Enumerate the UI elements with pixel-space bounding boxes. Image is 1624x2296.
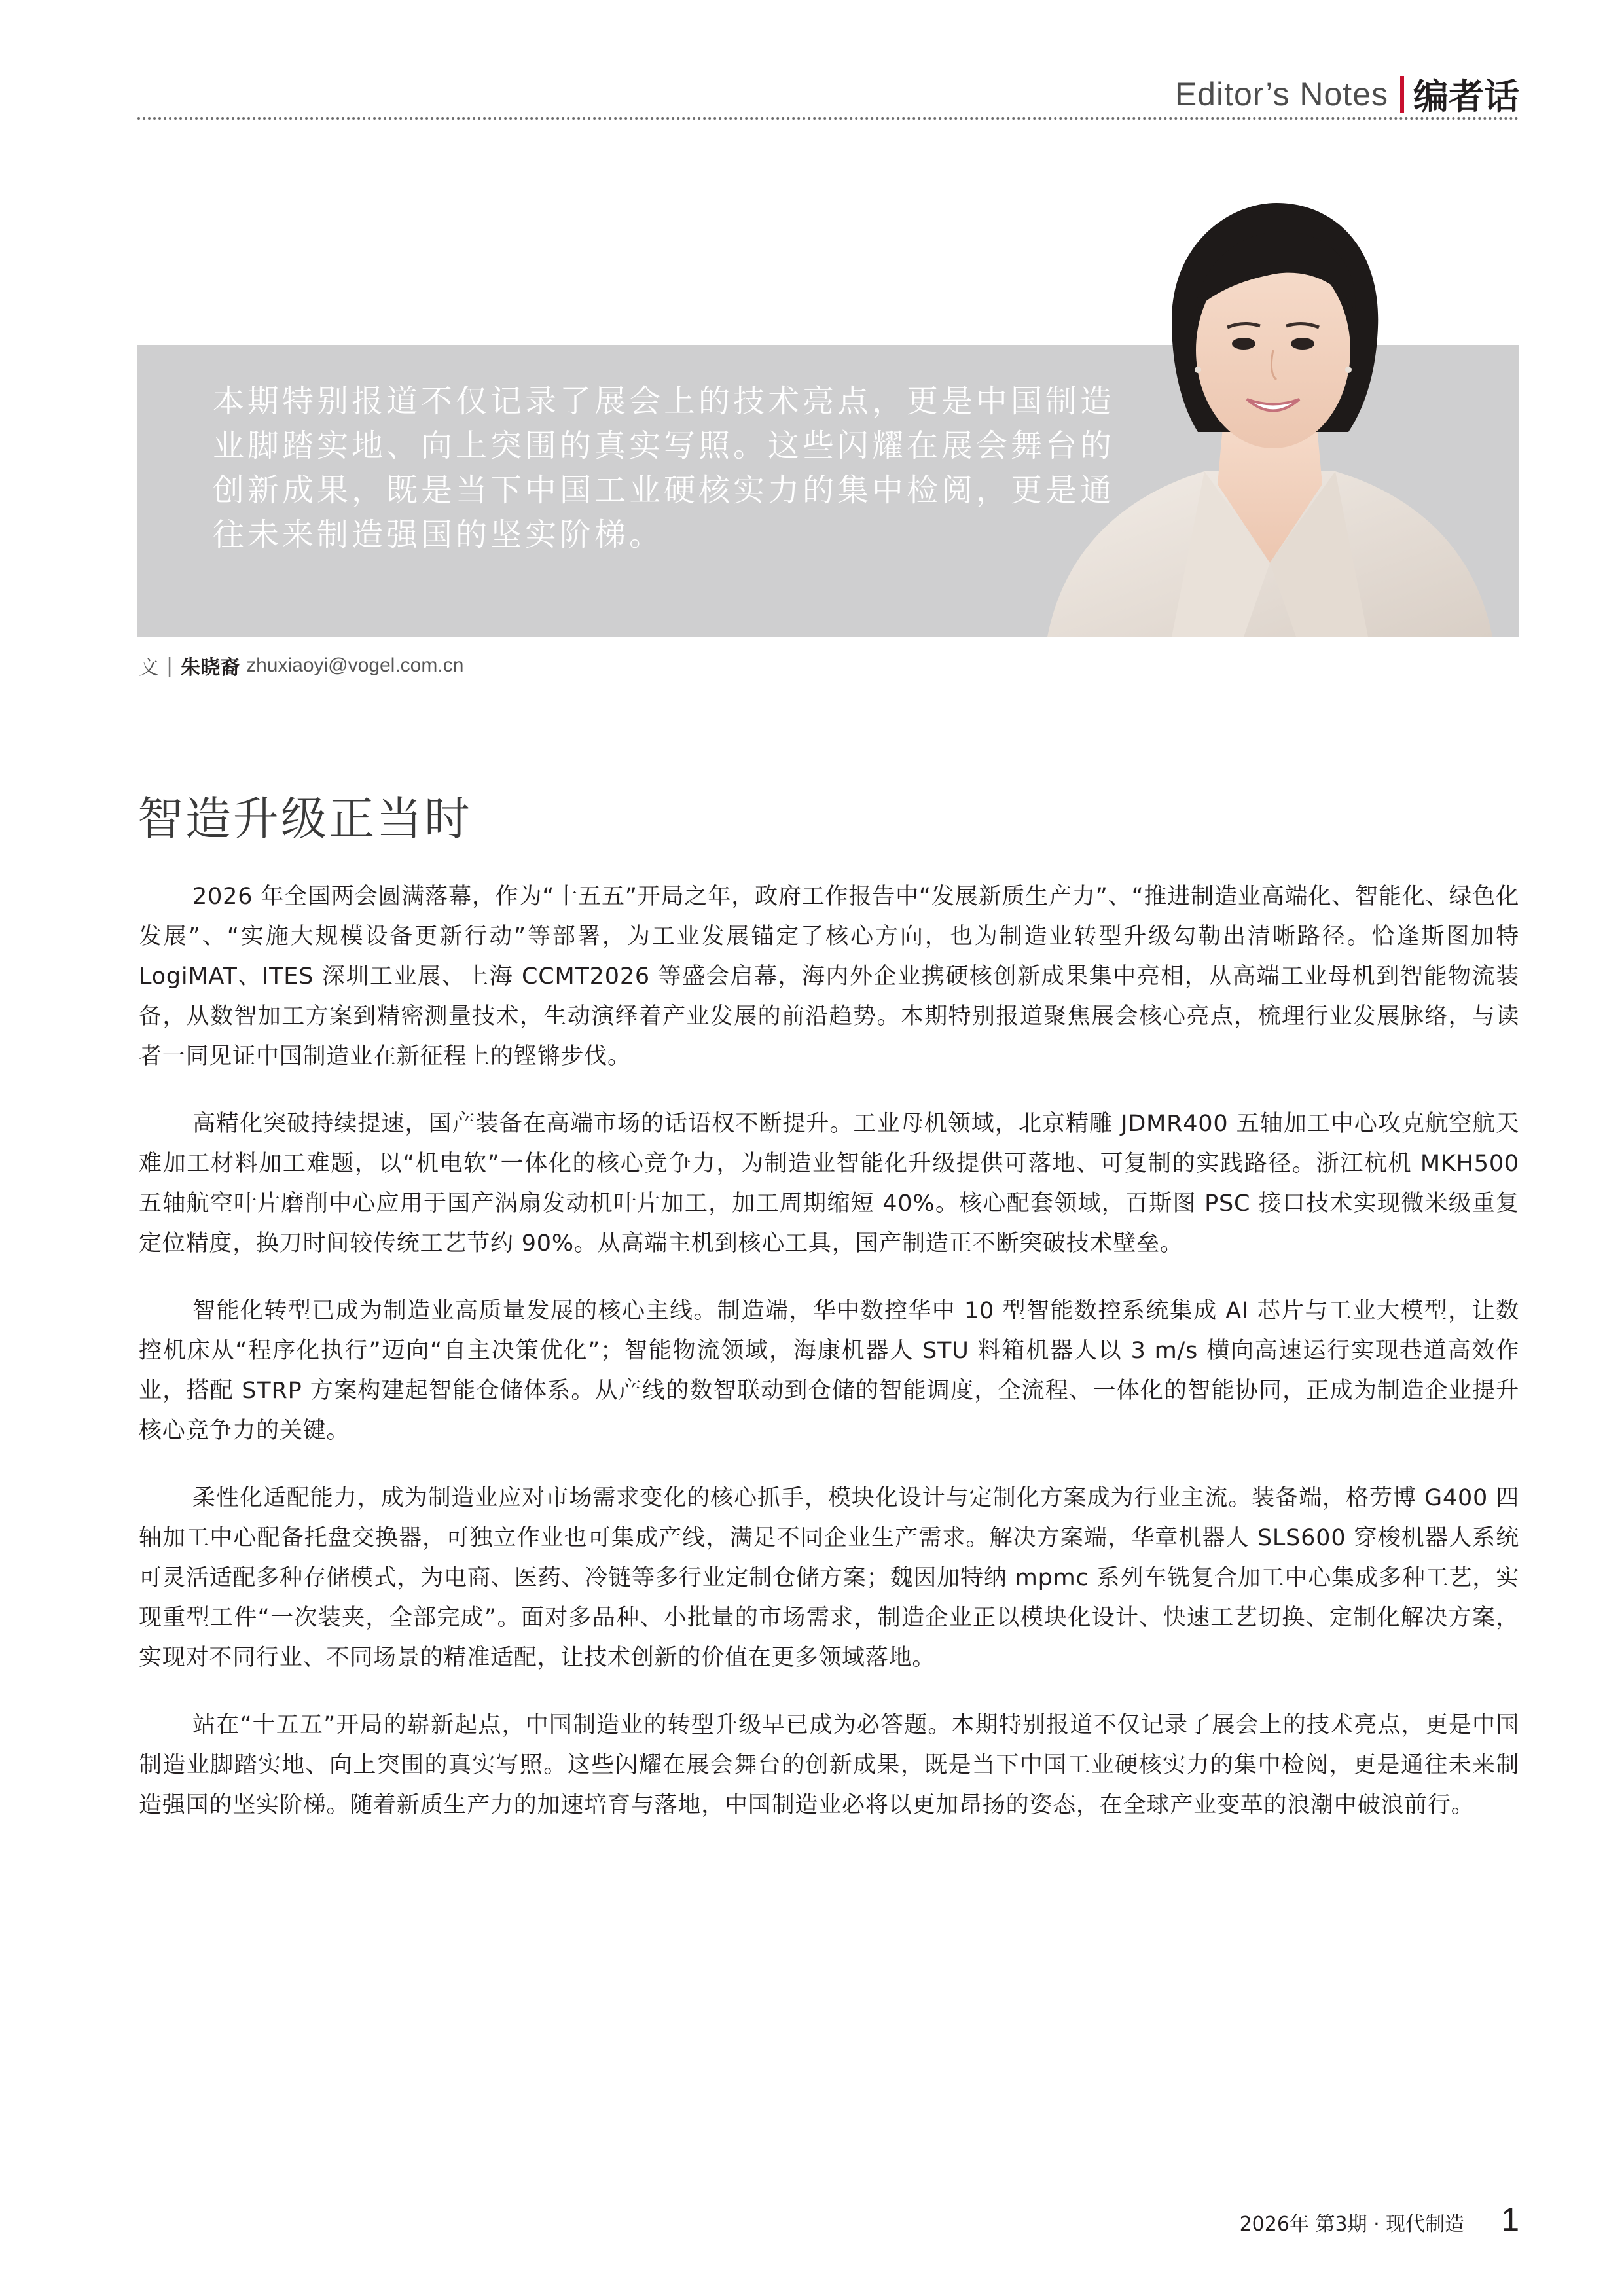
byline-separator: | bbox=[166, 654, 173, 677]
section-label bbox=[1175, 69, 1519, 119]
pull-quote: 本期特别报道不仅记录了展会上的技术亮点，更是中国制造业脚踏实地、向上突围的真实写照。这些闪耀在展会舞台的创新成果，既是当下中国工业硬核实力的集中检阅，更是通往未来制造强国的坚实阶梯。 bbox=[213, 383, 1115, 553]
issue-info: 2026年 第3期 · 现代制造 bbox=[1239, 2213, 1465, 2236]
article-paragraph: 高精化突破持续提速，国产装备在高端市场的话语权不断提升。工业母机领域，北京精雕 JDMR400 五轴加工中心攻克航空航天难加工材料加工难题，以“机电软”一体化的核心竞争力，为制造业智能化升级提供可落地、可复制的实践路径。浙江杭机 MKH500 五轴航空叶片磨削中心应用于国产涡扇发动机叶片加工，加工周期缩短 40%。核心配套领域，百斯图 PSC 接口技术实现微米级重复定位精度，换刀时间较传统工艺节约 90%。从高端主机到核心工具，国产制造正不断突破技术壁垒。 bbox=[139, 1111, 1519, 1257]
byline bbox=[139, 651, 463, 680]
page-footer bbox=[1240, 2200, 1519, 2238]
article-paragraph: 站在“十五五”开局的崭新起点，中国制造业的转型升级早已成为必答题。本期特别报道不仅记录了展会上的技术亮点，更是中国制造业脚踏实地、向上突围的真实写照。这些闪耀在展会舞台的创新成果，既是当下中国工业硬核实力的集中检阅，更是通往未来制造强国的坚实阶梯。随着新质生产力的加速培育与落地，中国制造业必将以更加昂扬的姿态，在全球产业变革的浪潮中破浪前行。 bbox=[139, 1712, 1519, 1818]
section-label-english: Editor’s Notes bbox=[1174, 75, 1388, 113]
article-title: 智造升级正当时 bbox=[137, 792, 472, 846]
editor-portrait bbox=[1008, 196, 1532, 637]
article-body bbox=[139, 877, 1519, 1853]
article-paragraph: 智能化转型已成为制造业高质量发展的核心主线。制造端，华中数控华中 10 型智能数控系统集成 AI 芯片与工业大模型，让数控机床从“程序化执行”迈向“自主决策优化”；智能物流领域，海康机器人 STU 料箱机器人以 3 m/s 横向高速运行实现巷道高效作业，搭配 STRP 方案构建起智能仓储体系。从产线的数智联动到仓储的智能调度，全流程、一体化的智能协同，正成为制造企业提升核心竞争力的关键。 bbox=[139, 1298, 1519, 1444]
page-header bbox=[137, 62, 1519, 121]
section-label-divider bbox=[1400, 76, 1404, 113]
article-paragraph: 柔性化适配能力，成为制造业应对市场需求变化的核心抓手，模块化设计与定制化方案成为行业主流。装备端，格劳博 G400 四轴加工中心配备托盘交换器，可独立作业也可集成产线，满足不同企业生产需求。解决方案端，华章机器人 SLS600 穿梭机器人系统可灵活适配多种存储模式，为电商、医药、冷链等多行业定制仓储方案；魏因加特纳 mpmc 系列车铣复合加工中心集成多种工艺，实现重型工件“一次装夹，全部完成”。面对多品种、小批量的市场需求，制造企业正以模块化设计、快速工艺切换、定制化解决方案，实现对不同行业、不同场景的精准适配，让技术创新的价值在更多领域落地。 bbox=[139, 1485, 1519, 1671]
author-name: 朱晓裔 bbox=[181, 656, 240, 679]
page-number: 1 bbox=[1501, 2201, 1519, 2238]
section-label-chinese: 编者话 bbox=[1413, 76, 1519, 117]
article-paragraph: 2026 年全国两会圆满落幕，作为“十五五”开局之年，政府工作报告中“发展新质生产力”、“推进制造业高端化、智能化、绿色化发展”、“实施大规模设备更新行动”等部署，为工业发展锚定了核心方向，也为制造业转型升级勾勒出清晰路径。恰逢斯图加特 LogiMAT、ITES 深圳工业展、上海 CCMT2026 等盛会启幕，海内外企业携硬核创新成果集中亮相，从高端工业母机到智能物流装备，从数智加工方案到精密测量技术，生动演绎着产业发展的前沿趋势。本期特别报道聚焦展会核心亮点，梳理行业发展脉络，与读者一同见证中国制造业在新征程上的铿锵步伐。 bbox=[139, 884, 1519, 1069]
author-email[interactable]: zhuxiaoyi@vogel.com.cn bbox=[246, 655, 464, 676]
header-dotted-rule bbox=[137, 117, 1519, 120]
byline-prefix: 文 bbox=[139, 656, 158, 679]
